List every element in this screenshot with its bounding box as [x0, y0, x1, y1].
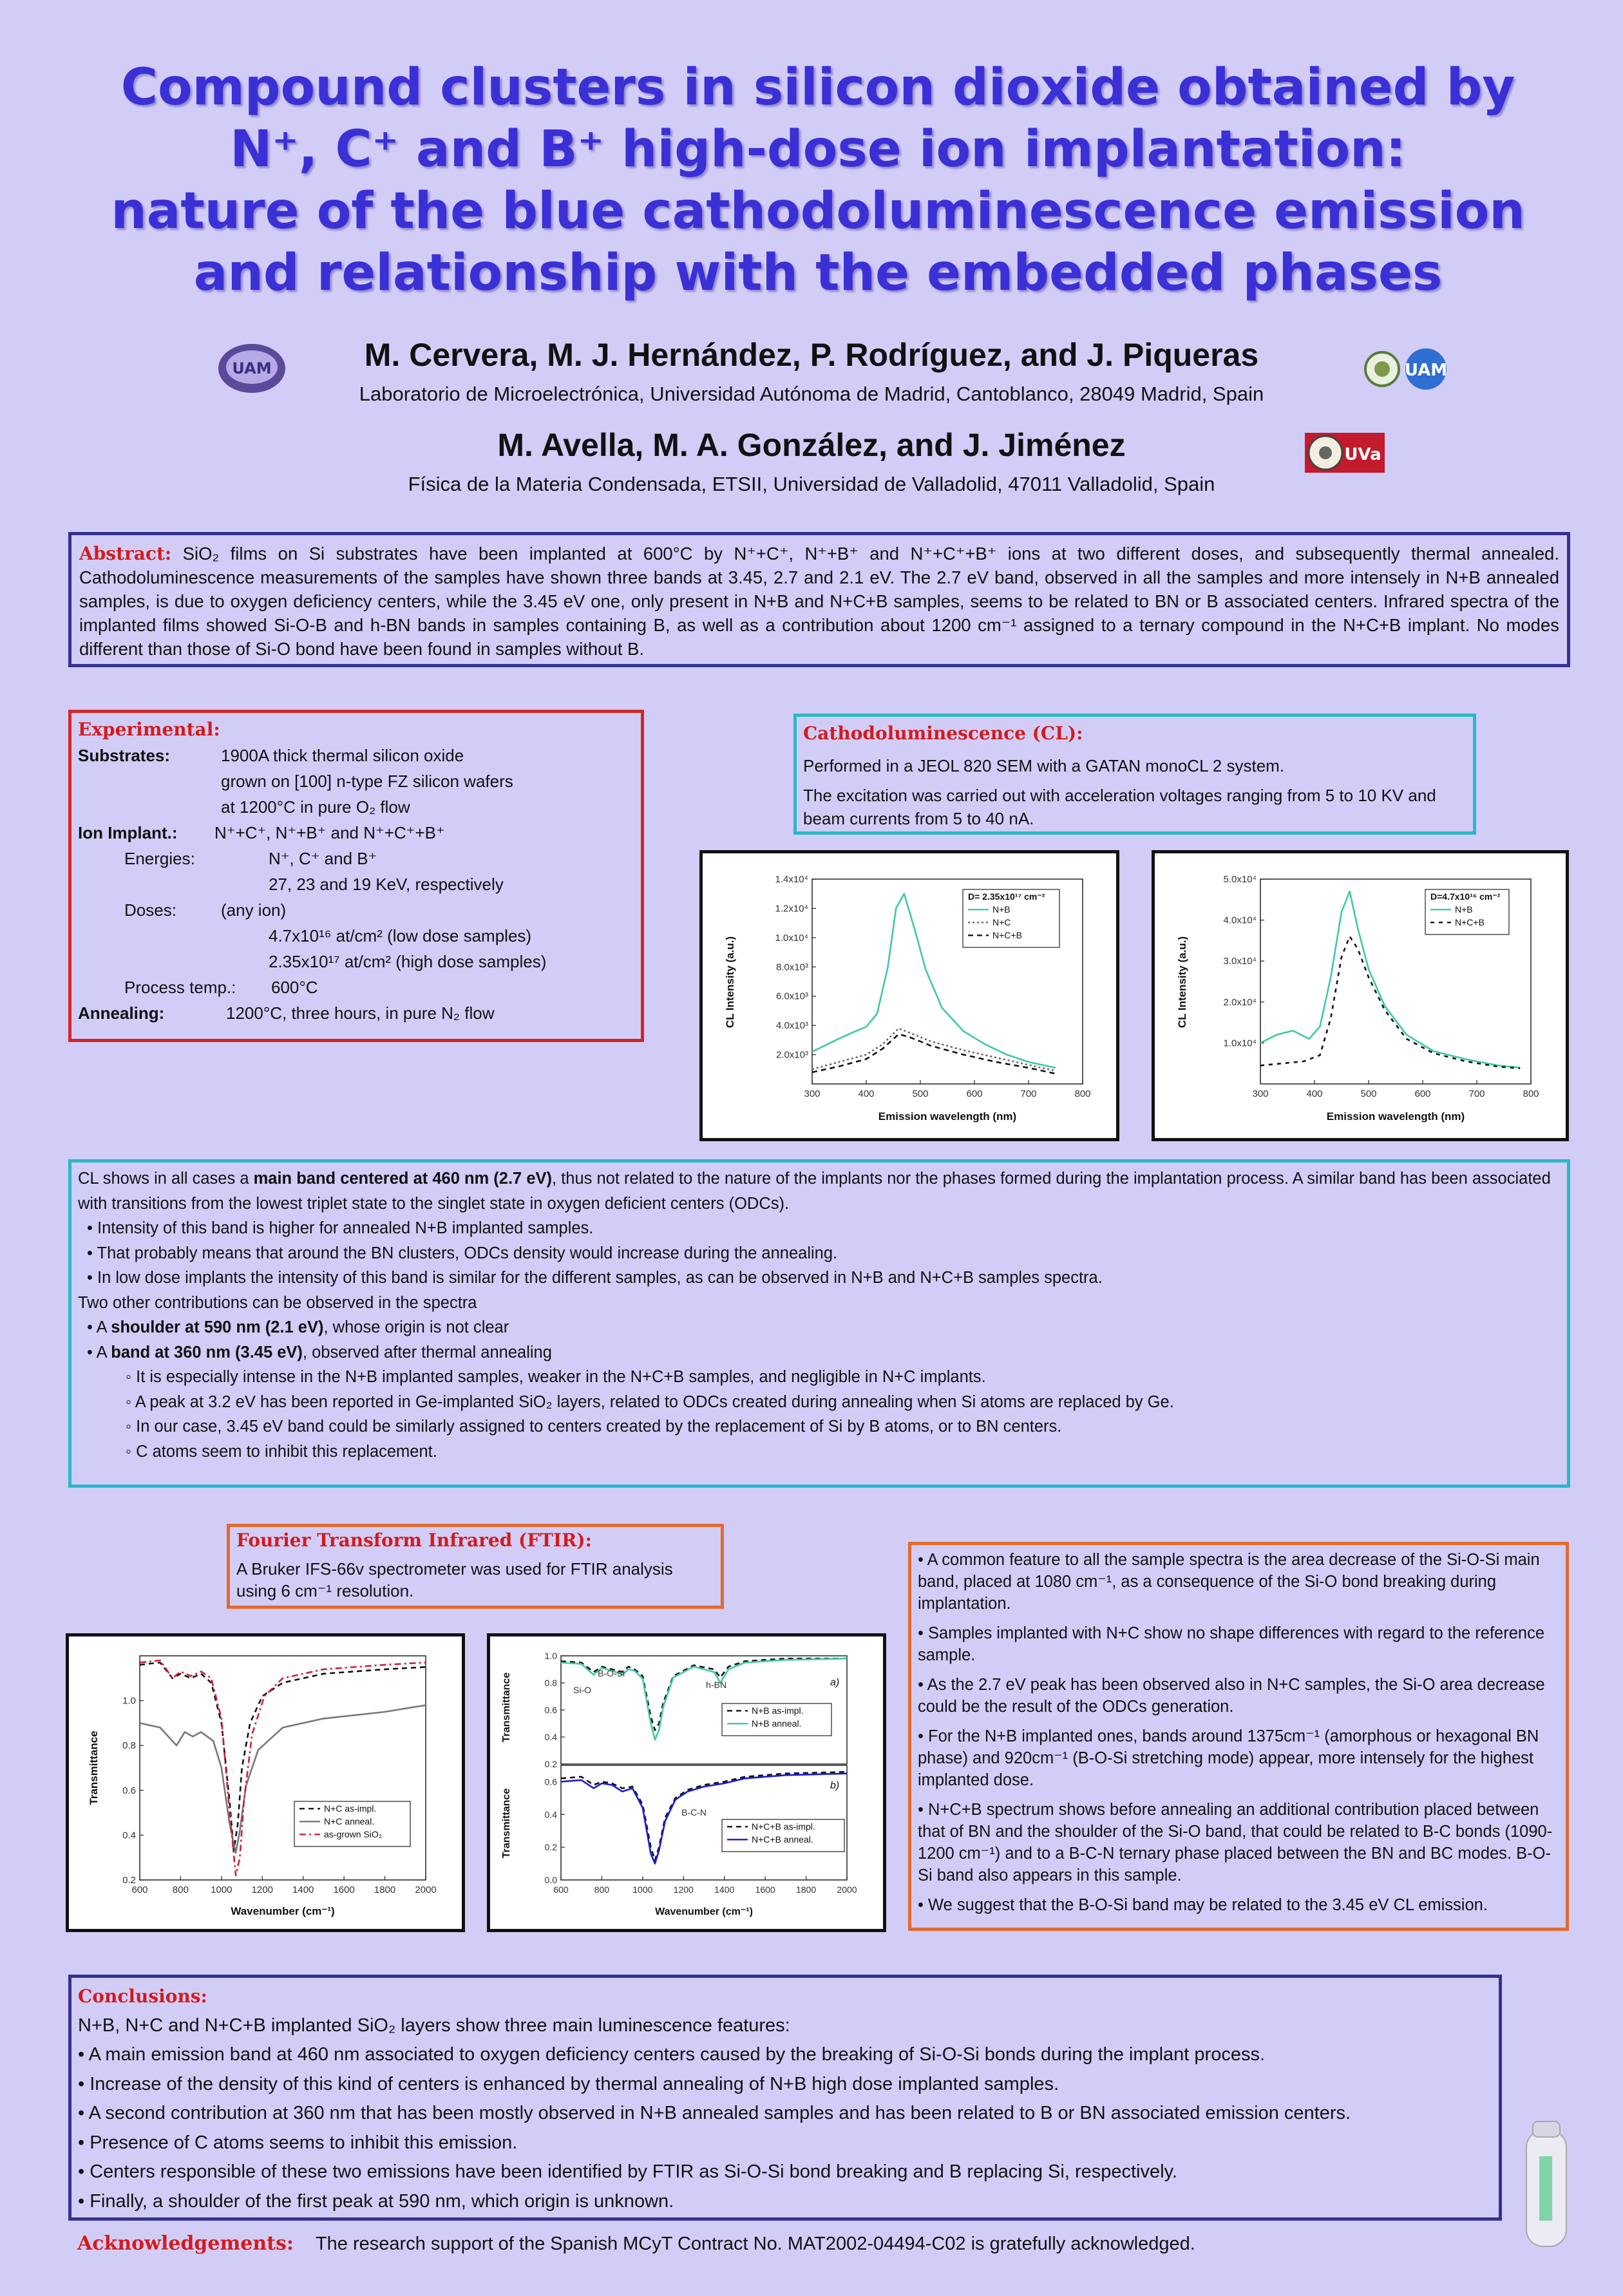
cl-discussion-bullet: band at 360 nm (3.45 eV) [111, 1343, 303, 1361]
y-tick-label: 1.0x10⁴ [775, 932, 808, 944]
legend-entry: N+B [1455, 904, 1473, 915]
ftir-text: A Bruker IFS-66v spectrometer was used for FTIR analysis using 6 cm⁻¹ resolution. [236, 1559, 673, 1600]
legend-entry: N+C as-impl. [324, 1803, 377, 1814]
x-tick-label: 1200 [673, 1884, 694, 1895]
cl-discussion-bullet: shoulder at 590 nm (2.1 eV) [111, 1318, 324, 1336]
y-tick-label: 8.0x10³ [775, 962, 808, 973]
energies-value: 27, 23 and 19 KeV, respectively [269, 875, 504, 894]
annotation: B-C-N [681, 1807, 707, 1817]
cl-discussion-text: , thus not related to the nature of the implants nor the phases formed during the implantation process. A similar band has been associated with transitions from the lowest triplet state to the singlet state in oxygen deficient centers (ODCs). [78, 1170, 1551, 1213]
doses-value: 2.35x10¹⁷ at/cm² (high dose samples) [269, 952, 547, 971]
x-tick-label: 1800 [795, 1884, 817, 1895]
legend-entry: N+C+B [992, 930, 1022, 940]
x-tick-label: 1600 [333, 1884, 355, 1895]
conclusion-item: • Centers responsible of these two emissions have been identified by FTIR as Si-O-Si bond breaking and B replacing Si, respectively. [78, 2161, 1177, 2182]
implant-value: N⁺+C⁺, N⁺+B⁺ and N⁺+C⁺+B⁺ [214, 823, 445, 842]
panel-label: a) [830, 1677, 840, 1688]
y-tick-label: 0.6 [544, 1705, 557, 1715]
experimental-box [68, 710, 644, 1042]
cl-discussion-bullet: • A [87, 1343, 111, 1361]
x-tick-label: 400 [1306, 1088, 1323, 1099]
y-tick-label: 4.0x10⁴ [1223, 915, 1257, 926]
cl-discussion-bullet: • In low dose implants the intensity of this band is similar for the different samples, as can be observed in N+B and N+C+B samples spectra. [87, 1269, 1103, 1287]
x-tick-label: 1400 [714, 1884, 735, 1895]
poster-title [103, 57, 1533, 304]
ftir-discussion-bullet: • For the N+B implanted ones, bands around 1375cm⁻¹ (amorphous or hexagonal BN phase) and 920cm⁻¹ (B-O-Si stretching mode) appear, more intensely for the highest implanted dose. [918, 1727, 1539, 1789]
uam-logo-right [1364, 345, 1448, 393]
x-tick-label: 800 [594, 1884, 610, 1895]
logo-text: UAM [1404, 361, 1448, 380]
conclusion-item: • Presence of C atoms seems to inhibit this emission. [78, 2132, 518, 2153]
implant-label: Ion Implant.: [78, 823, 178, 842]
x-tick-label: 500 [1360, 1088, 1377, 1099]
ack-text: The research support of the Spanish MCyT Contract No. MAT2002-04494-C02 is gratefully acknowledged. [315, 2234, 1195, 2254]
x-tick-label: 600 [131, 1884, 148, 1895]
cl-discussion-bullet: • That probably means that around the BN clusters, ODCs density would increase during the annealing. [87, 1244, 838, 1262]
ftir-heading: Fourier Transform Infrared (FTIR): [236, 1530, 592, 1551]
legend-entry: N+C+B anneal. [752, 1834, 813, 1845]
x-axis-label: Emission wavelength (nm) [878, 1110, 1017, 1123]
cl-discussion-subbullet: ◦ C atoms seem to inhibit this replacement. [126, 1442, 437, 1461]
x-tick-label: 1000 [211, 1884, 233, 1895]
legend-title: D= 2.35x10¹⁷ cm⁻² [968, 891, 1045, 902]
y-axis-label: Transmittance [88, 1731, 100, 1805]
legend-entry: N+B anneal. [752, 1718, 802, 1729]
ftir-chart-svg [490, 1637, 883, 1929]
authors-group-1: M. Cervera, M. J. Hernández, P. Rodríguez, and J. Piqueras [364, 337, 1259, 373]
substrates-value: at 1200°C in pure O₂ flow [221, 797, 410, 817]
cl-discussion-bullet: • A [87, 1318, 111, 1336]
y-axis-label: Transmittance [501, 1672, 512, 1743]
annotation: B-O-Si [598, 1668, 625, 1678]
x-tick-label: 400 [858, 1088, 875, 1099]
logo-text: UAM [232, 359, 272, 377]
cl-discussion-subbullet: ◦ In our case, 3.45 eV band could be similarly assigned to centers created by the replacement of Si by B atoms, or to BN centers. [126, 1418, 1062, 1436]
cl-chart-svg [703, 853, 1116, 1138]
y-tick-label: 0.2 [544, 1759, 557, 1769]
y-tick-label: 0.2 [544, 1842, 557, 1853]
logo-text: UVa [1344, 445, 1381, 464]
y-tick-label: 1.0 [544, 1651, 557, 1661]
y-tick-label: 0.4 [544, 1809, 557, 1820]
cl-discussion-subbullet: ◦ It is especially intense in the N+B implanted samples, weaker in the N+C+B samples, and negligible in N+C implants. [126, 1368, 986, 1386]
title-line: Compound clusters in silicon dioxide obtained by [120, 59, 1515, 117]
conclusions-box [68, 1975, 1502, 2221]
authors-group-2: M. Avella, M. A. González, and J. Jiménez [497, 427, 1126, 463]
x-tick-label: 500 [912, 1088, 929, 1099]
acknowledgements [77, 2232, 1430, 2255]
process-temp-value: 600°C [271, 978, 318, 997]
x-tick-label: 600 [966, 1088, 983, 1099]
y-axis-label: CL Intensity (a.u.) [1176, 936, 1188, 1029]
y-tick-label: 4.0x10³ [775, 1020, 808, 1032]
doses-value: (any ion) [221, 900, 287, 920]
title-line: and relationship with the embedded phases [193, 244, 1443, 302]
ftir-discussion-bullet: • Samples implanted with N+C show no shape differences with regard to the reference sample. [918, 1624, 1545, 1664]
x-tick-label: 1800 [374, 1884, 396, 1895]
x-tick-label: 700 [1020, 1088, 1037, 1099]
ftir-chart-svg [69, 1637, 462, 1929]
conclusion-item: • Finally, a shoulder of the first peak at 590 nm, which origin is unknown. [78, 2190, 674, 2212]
y-tick-label: 0.0 [544, 1875, 557, 1885]
conclusion-item: • A main emission band at 460 nm associated to oxygen deficiency centers caused by the breaking of Si-O-Si bonds during the implant process. [78, 2044, 1266, 2065]
y-tick-label: 0.6 [544, 1776, 557, 1787]
y-tick-label: 5.0x10⁴ [1223, 874, 1257, 885]
y-tick-label: 0.8 [122, 1740, 136, 1752]
series-line [812, 1034, 1056, 1074]
abstract-text: SiO₂ films on Si substrates have been implanted at 600°C by N⁺+C⁺, N⁺+B⁺ and N⁺+C⁺+B⁺ ions at two different doses, and subsequently thermal annealed. Cathodoluminescence measurements of the samples have shown three bands at 3.45, 2.7 and 2.1 eV. The 2.7 eV band, observed in all the samples and more intensely in N+B annealed samples, is due to oxygen deficiency centers, while the 3.45 eV one, only present in N+B and N+C+B samples, seems to be related to BN or B associated centers. Infrared spectra of the implanted films showed Si-O-B and h-BN bands in samples containing B, as well as a contribution about 1200 cm⁻¹ assigned to a ternary compound in the N+C+B implant. No modes different than those of Si-O bond have been found in samples without B. [79, 544, 1559, 659]
legend-title: D=4.7x10¹⁶ cm⁻² [1430, 891, 1501, 902]
panel-label: b) [830, 1780, 840, 1791]
cl-discussion-text: CL shows in all cases a [78, 1170, 254, 1188]
substrates-value: grown on [100] n-type FZ silicon wafers [221, 772, 513, 791]
x-tick-label: 1200 [251, 1884, 273, 1895]
y-tick-label: 2.0x10⁴ [1223, 996, 1257, 1008]
doses-label: Doses: [124, 900, 176, 920]
ftir-chart-nb-ncb [487, 1633, 886, 1932]
legend-entry: N+C [992, 917, 1011, 927]
y-tick-label: 0.2 [122, 1875, 136, 1886]
substrates-value: 1900A thick thermal silicon oxide [221, 746, 464, 765]
annotation: Si-O [573, 1685, 592, 1695]
process-temp-label: Process temp.: [124, 978, 236, 997]
y-tick-label: 3.0x10⁴ [1223, 956, 1257, 967]
x-axis-label: Emission wavelength (nm) [1326, 1110, 1465, 1123]
y-tick-label: 0.4 [122, 1830, 136, 1841]
annotation: h-BN [706, 1680, 727, 1690]
cl-text: The excitation was carried out with acceleration voltages ranging from 5 to 10 KV and beam currents from 5 to 40 nA. [803, 786, 1436, 828]
conclusion-item: • A second contribution at 360 nm that has been mostly observed in N+B annealed samples and has been related to B or BN associated emission centers. [78, 2103, 1351, 2123]
y-tick-label: 1.0 [122, 1695, 136, 1707]
conclusions-heading: Conclusions: [78, 1986, 207, 2007]
x-tick-label: 300 [804, 1088, 821, 1099]
legend-entry: as-grown SiO₂ [324, 1829, 383, 1839]
legend-entry: N+C anneal. [324, 1816, 375, 1826]
cl-discussion-bullet: , whose origin is not clear [323, 1318, 509, 1336]
y-tick-label: 0.6 [122, 1785, 136, 1796]
cl-heading: Cathodoluminescence (CL): [803, 723, 1083, 744]
substrates-label: Substrates: [78, 746, 171, 765]
x-axis-label: Wavenumber (cm⁻¹) [655, 1906, 753, 1917]
x-tick-label: 2000 [415, 1884, 437, 1895]
abstract-heading: Abstract: [79, 543, 172, 564]
cl-discussion-text: main band centered at 460 nm (2.7 eV) [253, 1170, 553, 1188]
series-line [1260, 936, 1520, 1068]
y-axis-label: Transmittance [501, 1788, 512, 1859]
ftir-discussion-bullet: • We suggest that the B-O-Si band may be related to the 3.45 eV CL emission. [918, 1896, 1488, 1914]
y-tick-label: 1.4x10⁴ [775, 874, 808, 885]
cl-chart-svg [1155, 853, 1566, 1138]
y-tick-label: 2.0x10³ [775, 1049, 808, 1061]
x-tick-label: 1600 [755, 1884, 775, 1895]
cl-discussion-text: Two other contributions can be observed in the spectra [78, 1293, 477, 1312]
cl-text: Performed in a JEOL 820 SEM with a GATAN monoCL 2 system. [803, 756, 1285, 775]
y-tick-label: 6.0x10³ [775, 991, 808, 1002]
affiliation-1: Laboratorio de Microelectrónica, Universidad Autónoma de Madrid, Cantoblanco, 28049 Madrid, Spain [359, 383, 1264, 405]
energies-value: N⁺, C⁺ and B⁺ [269, 849, 377, 868]
conclusion-item: • Increase of the density of this kind of centers is enhanced by thermal annealing of N+B high dose implanted samples. [78, 2073, 1059, 2094]
ftir-discussion-bullet: • As the 2.7 eV peak has been observed also in N+C samples, the Si-O area decrease could be the result of the ODCs generation. [918, 1676, 1545, 1716]
y-tick-label: 0.4 [544, 1732, 557, 1742]
ftir-discussion-box [908, 1542, 1569, 1931]
x-tick-label: 2000 [837, 1884, 857, 1895]
affiliation-2: Física de la Materia Condensada, ETSII, Universidad de Valladolid, 47011 Valladolid, Spain [408, 473, 1215, 495]
doses-value: 4.7x10¹⁶ at/cm² (low dose samples) [269, 926, 532, 945]
x-tick-label: 600 [1414, 1088, 1431, 1099]
experimental-heading: Experimental: [78, 719, 220, 740]
x-axis-label: Wavenumber (cm⁻¹) [231, 1905, 335, 1917]
y-tick-label: 1.0x10⁴ [1223, 1038, 1257, 1049]
ftir-discussion-bullet: • N+C+B spectrum shows before annealing an additional contribution placed between that of BN and the shoulder of the Si-O band, that could be related to B-C bonds (1090-1200 cm⁻¹) and to a B-C-N ternary phase placed between the BN and BC modes. B-O-Si band also appears in this sample. [918, 1801, 1553, 1884]
energies-label: Energies: [124, 849, 195, 868]
ack-heading: Acknowledgements: [77, 2232, 294, 2255]
cl-chart-high-dose [699, 850, 1119, 1141]
annealing-label: Annealing: [78, 1003, 165, 1023]
y-tick-label: 1.2x10⁴ [775, 903, 808, 915]
ftir-chart-nc [66, 1633, 465, 1932]
title-line: N⁺, C⁺ and B⁺ high-dose ion implantation: [230, 120, 1406, 178]
cl-discussion-bullet: • Intensity of this band is higher for annealed N+B implanted samples. [87, 1219, 594, 1237]
y-axis-label: CL Intensity (a.u.) [724, 936, 736, 1029]
legend-entry: N+C+B [1455, 917, 1485, 927]
ftir-method-box [227, 1524, 724, 1609]
x-tick-label: 700 [1468, 1088, 1485, 1099]
title-line: nature of the blue cathodoluminescence emission [111, 182, 1525, 240]
ftir-discussion-bullet: • A common feature to all the sample spectra is the area decrease of the Si-O-Si main band, placed at 1080 cm⁻¹, as a consequence of the Si-O bond breaking during implantation. [918, 1551, 1540, 1613]
x-tick-label: 600 [553, 1884, 569, 1895]
y-tick-label: 0.8 [544, 1678, 557, 1688]
x-tick-label: 800 [172, 1884, 189, 1895]
legend-entry: N+B as-impl. [752, 1705, 804, 1716]
legend-entry: N+C+B as-impl. [752, 1821, 815, 1832]
cl-chart-low-dose [1152, 850, 1569, 1141]
cl-discussion-subbullet: ◦ A peak at 3.2 eV has been reported in Ge-implanted SiO₂ layers, related to ODCs created during annealing when Si atoms are replaced by Ge. [126, 1392, 1174, 1411]
x-tick-label: 1400 [292, 1884, 314, 1895]
x-tick-label: 800 [1074, 1088, 1091, 1099]
x-tick-label: 800 [1523, 1088, 1539, 1099]
conclusions-intro: N+B, N+C and N+C+B implanted SiO₂ layers show three main luminescence features: [78, 2015, 790, 2036]
cl-method-box [793, 714, 1476, 835]
cl-discussion-bullet: , observed after thermal annealing [302, 1343, 552, 1361]
cl-discussion-box [68, 1159, 1570, 1488]
x-tick-label: 300 [1252, 1088, 1269, 1099]
x-tick-label: 1000 [632, 1884, 653, 1895]
abstract-box [68, 532, 1570, 667]
legend-entry: N+B [992, 904, 1011, 915]
decorative-logo [1517, 2118, 1575, 2250]
annealing-value: 1200°C, three hours, in pure N₂ flow [226, 1003, 495, 1023]
